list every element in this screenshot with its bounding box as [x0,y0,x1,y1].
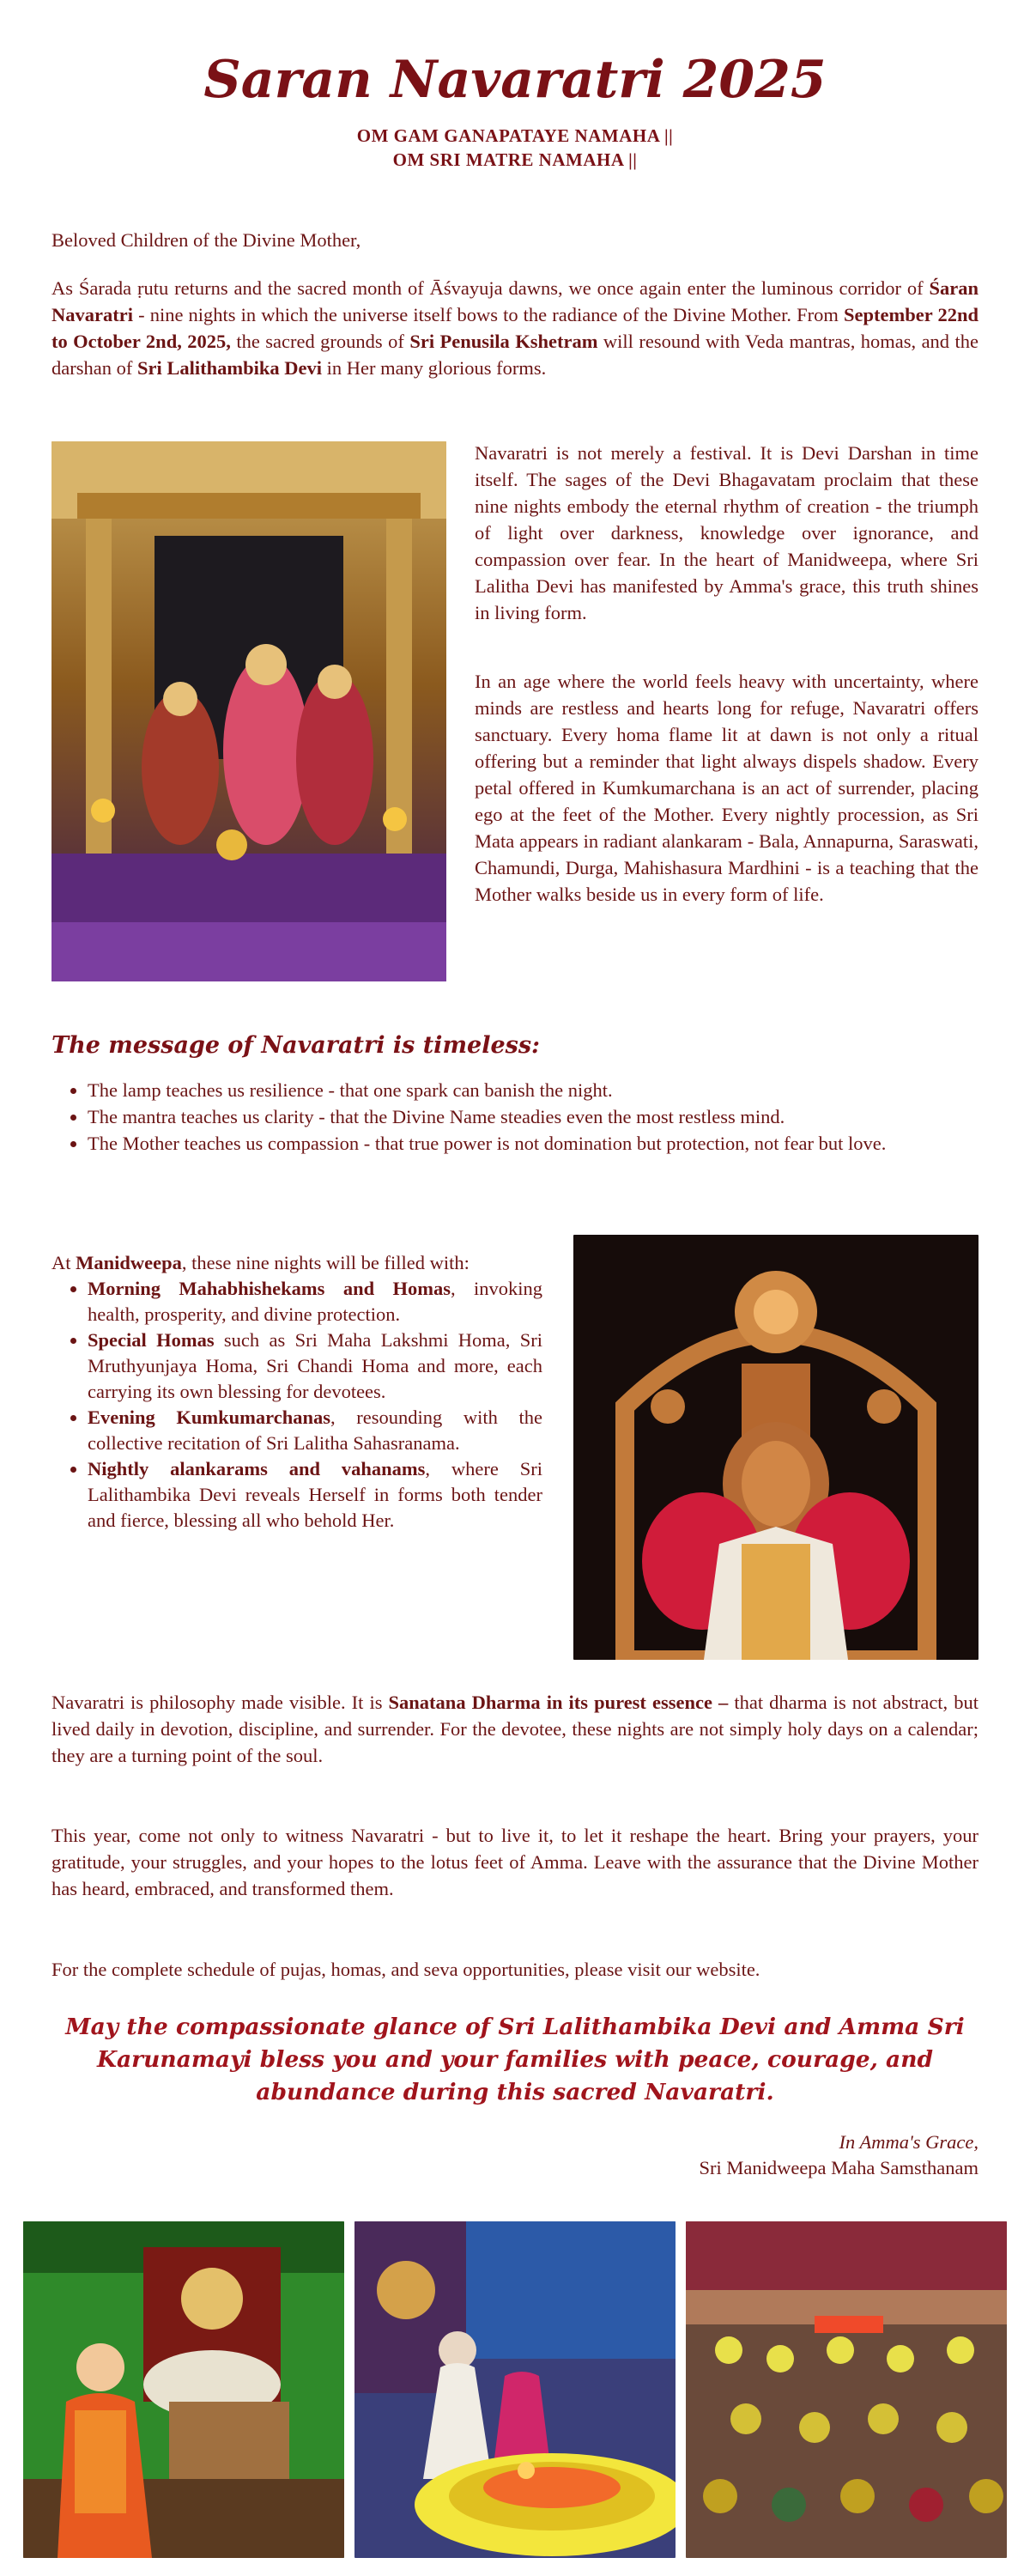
list-item: • Special Homas such as Sri Maha Lakshmi Homa, Sri Mruthyunjaya Homa, Sri Chandi Homa and more, each carrying its own blessing for devotees. [88,1327,542,1405]
message-heading: The message of Navaratri is timeless: [52,1032,540,1059]
invitation-paragraph: This year, come not only to witness Navaratri - but to live it, to let it reshape the heart. Bring your prayers, your gratitude, your struggles, and your hopes to the lotus feet of Amma. Leave with the assurance that the Divine Mother has heard, embraced, and transformed them. [52,1825,978,1899]
deity-altar-photo [52,441,446,981]
list-item: • The lamp teaches us resilience - that one spark can banish the night. [88,1077,1015,1103]
page-title: Saran Navaratri 2025 [203,50,827,110]
intro-paragraph: As Śarada ṛutu returns and the sacred month of Āśvayuja dawns, we once again enter the luminous corridor of Śaran Navaratri - nine nights in which the universe itself bows to the radiance of the Divine Mother. From September 22nd to October 2nd, 2025, the sacred grounds of Sri Penusila Kshetram will resound with Veda mantras, homas, and the darshan of Sri Lalithambika Devi in Her many glorious forms. [52,277,978,379]
list-item: • Evening Kumkumarchanas, resounding with the collective recitation of Sri Lalitha Sahasranama. [88,1405,542,1456]
philosophy-paragraph: Navaratri is philosophy made visible. It is Sanatana Dharma in its purest essence – that dharma is not abstract, but lived daily in devotion, discipline, and surrender. For the devotee, these nights are not simply holy days on a calendar; they are a turning point of the soul. [52,1692,978,1766]
amma-deity-photo [23,2221,344,2558]
list-item: • Nightly alankarams and vahanams, where Sri Lalithambika Devi reveals Herself in forms both tender and fierce, blessing all who behold Her. [88,1456,542,1534]
signature-line-1: In Amma's Grace, [839,2131,978,2153]
list-item: • The mantra teaches us clarity - that the Divine Name steadies even the most restless mind. [88,1103,1015,1130]
sanctuary-paragraph: In an age where the world feels heavy with uncertainty, where minds are restless and hearts long for refuge, Navaratri offers sanctuary. Every homa flame lit at dawn is not only a ritual offering but a reminder that light always dispels shadow. Every petal offered in Kumkumarchana is an act of surrender, placing ego at the feet of the Mother. Every nightly procession, as Sri Mata appears in radiant alankaram - Bala, Annapurna, Saraswati, Chamundi, Durga, Mahishasura Mardhini - is a teaching that the Mother walks beside us in every form of life. [475,671,978,905]
list-item: • The Mother teaches us compassion - that true power is not domination but protection, not fear but love. [88,1130,1015,1157]
message-list [52,1077,1015,1157]
homa-ritual-photo [354,2221,676,2558]
greeting: Beloved Children of the Divine Mother, [52,229,361,251]
list-item: • Morning Mahabhishekams and Homas, invoking health, prosperity, and divine protection. [88,1276,542,1327]
mantra-line-2: OM SRI MATRE NAMAHA || [392,149,638,170]
offerings-list [52,1276,542,1534]
blessing-text: May the compassionate glance of Sri Lalithambika Devi and Amma Sri Karunamayi bless you and your families with peace, courage, and abundance during this sacred Navaratri. [65,2014,965,2105]
manidweepa-lead: At Manidweepa, these nine nights will be filled with: [52,1252,470,1273]
devotees-gathering-photo [686,2221,1007,2558]
manidweepa-section [52,1250,542,1534]
signature-line-2: Sri Manidweepa Maha Samsthanam [699,2157,978,2178]
schedule-paragraph: For the complete schedule of pujas, homas, and seva opportunities, please visit our website. [52,1959,760,1980]
mantra-line-1: OM GAM GANAPATAYE NAMAHA || [356,125,674,146]
darshan-paragraph: Navaratri is not merely a festival. It is Devi Darshan in time itself. The sages of the Devi Bhagavatam proclaim that these nine nights embody the eternal rhythm of creation - the triumph of light over darkness, knowledge over ignorance, and compassion over fear. In the heart of Manidweepa, where Sri Lalitha Devi has manifested by Amma's grace, this truth shines in living form. [475,442,978,623]
golden-deity-photo [573,1235,978,1660]
